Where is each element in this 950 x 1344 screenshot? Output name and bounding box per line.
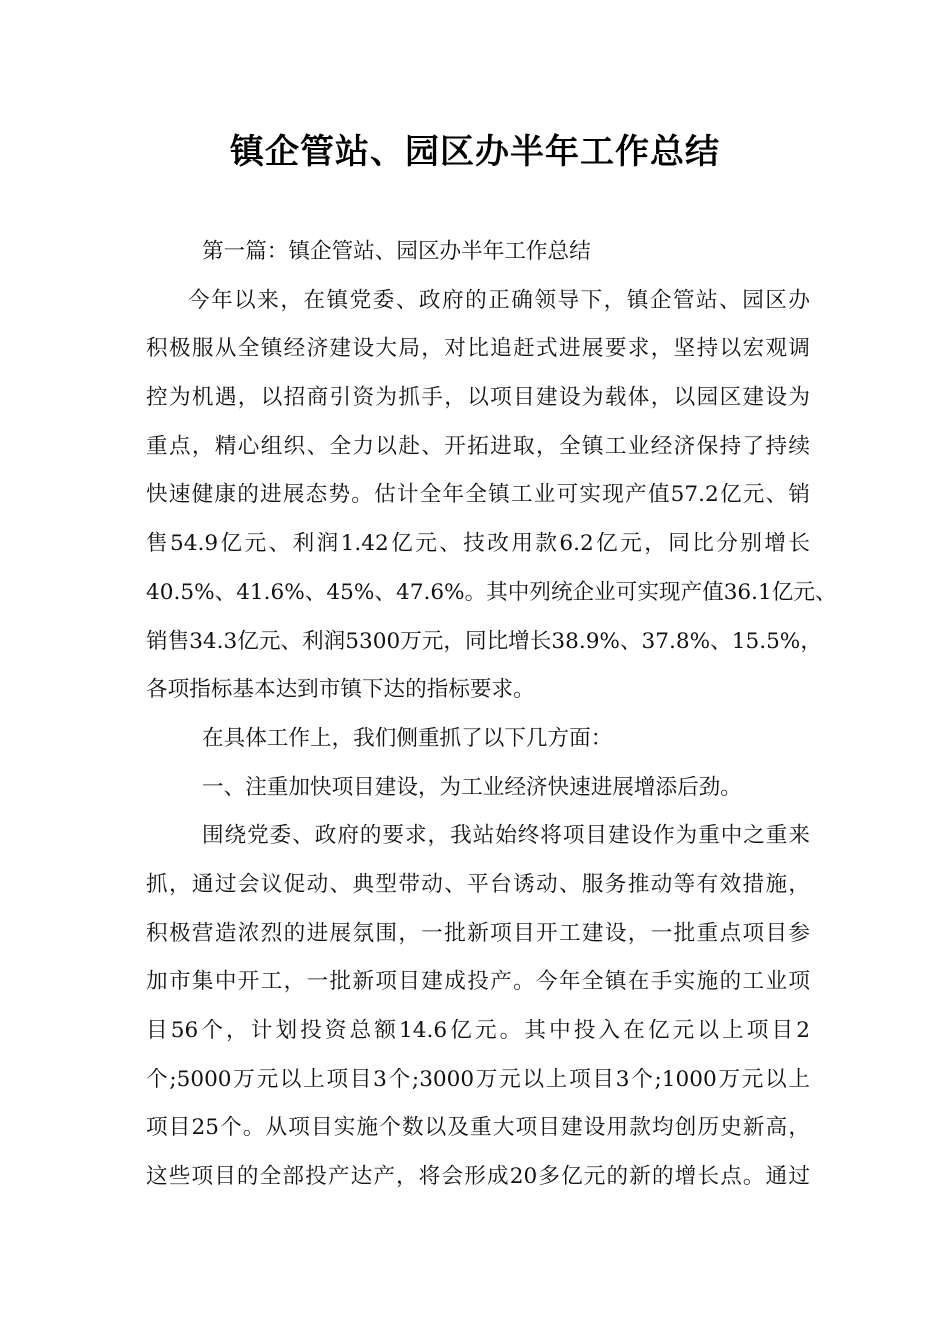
paragraph-line: 这些项目的全部投产达产，将会形成20多亿元的新的增长点。通过: [146, 1164, 810, 1190]
paragraph-line: 积极营造浓烈的进展氛围，一批新项目开工建设，一批重点项目参: [146, 920, 810, 946]
subheading-line: 一、注重加快项目建设，为工业经济快速进展增添后劲。: [202, 774, 742, 800]
paragraph-line: 售54.9亿元、利润1.42亿元、技改用款6.2亿元，同比分别增长: [146, 531, 810, 557]
paragraph-line: 抓，通过会议促动、典型带动、平台诱动、服务推动等有效措施，: [146, 871, 810, 897]
paragraph-line: 各项指标基本达到市镇下达的指标要求。: [146, 677, 535, 703]
paragraph-line: 积极服从全镇经济建设大局，对比追赶式进展要求，坚持以宏观调: [146, 336, 810, 362]
paragraph-line: 项目25个。从项目实施个数以及重大项目建设用款均创历史新高，: [146, 1115, 810, 1141]
paragraph-line: 加市集中开工，一批新项目建成投产。今年全镇在手实施的工业项: [146, 969, 810, 995]
paragraph-line: 目56个，计划投资总额14.6亿元。其中投入在亿元以上项目2: [146, 1018, 810, 1043]
paragraph-line: 40.5%、41.6%、45%、47.6%。其中列统企业可实现产值36.1亿元、: [146, 579, 837, 605]
paragraph-line: 控为机遇，以招商引资为抓手，以项目建设为载体，以园区建设为: [146, 385, 810, 411]
paragraph-line: 销售34.3亿元、利润5300万元，同比增长38.9%、37.8%、15.5%，: [146, 628, 822, 654]
document-body: [146, 228, 837, 1202]
paragraph-line: 重点，精心组织、全力以赴、开拓进取，全镇工业经济保持了持续: [146, 433, 810, 459]
paragraph-line: 今年以来，在镇党委、政府的正确领导下，镇企管站、园区办: [188, 287, 810, 313]
paragraph-line: 在具体工作上，我们侧重抓了以下几方面：: [202, 725, 613, 751]
paragraph-line: 快速健康的进展态势。估计全年全镇工业可实现产值57.2亿元、销: [146, 482, 810, 508]
section-heading-line: 第一篇：镇企管站、园区办半年工作总结: [202, 239, 591, 264]
paragraph-line: 个;5000万元以上项目3个;3000万元以上项目3个;1000万元以上: [146, 1066, 810, 1092]
paragraph-line: 围绕党委、政府的要求，我站始终将项目建设作为重中之重来: [202, 823, 810, 849]
document-title: 镇企管站、园区办半年工作总结: [230, 132, 720, 172]
